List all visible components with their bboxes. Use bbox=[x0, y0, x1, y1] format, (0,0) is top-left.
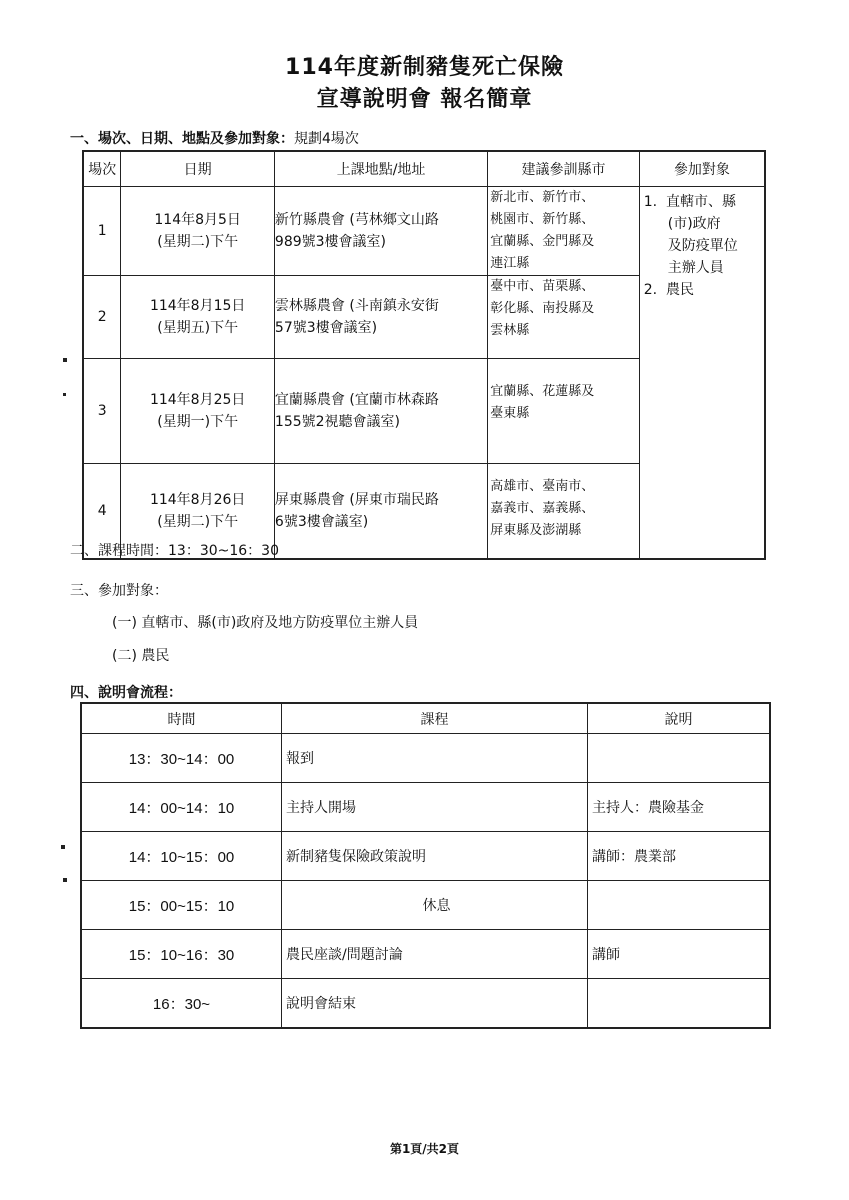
city-line: 新北市、新竹市、 bbox=[490, 190, 595, 205]
address-line: 57號3樓會議室) bbox=[274, 320, 378, 336]
weekday-line: (星期二)下午 bbox=[157, 514, 239, 530]
table-row bbox=[81, 881, 770, 930]
agenda-course: 新制豬隻保險政策說明 bbox=[282, 832, 588, 881]
target-number: 1. bbox=[643, 194, 658, 210]
agenda-course: 休息 bbox=[282, 881, 588, 930]
section4-title: 四、說明會流程： bbox=[70, 685, 182, 701]
agenda-note: 講師 bbox=[588, 930, 771, 979]
doc-title-line2: 宣導說明會 報名簡章 bbox=[316, 87, 533, 112]
agenda-header-row bbox=[81, 703, 770, 734]
table-row bbox=[81, 734, 770, 783]
date-line: 114年8月25日 bbox=[149, 392, 246, 408]
agenda-course: 主持人開場 bbox=[282, 783, 588, 832]
city-line: 桃園市、新竹縣、 bbox=[490, 212, 595, 227]
session-date bbox=[121, 276, 275, 359]
city-line: 屏東縣及澎湖縣 bbox=[490, 523, 582, 538]
col-header-cities: 建議參訓縣市 bbox=[488, 151, 640, 187]
city-line: 高雄市、臺南市、 bbox=[490, 479, 595, 494]
table-row bbox=[81, 930, 770, 979]
city-line: 彰化縣、南投縣及 bbox=[490, 301, 595, 316]
col-header-session: 場次 bbox=[83, 151, 121, 187]
address-line: 6號3樓會議室) bbox=[274, 514, 369, 530]
col-header-course: 課程 bbox=[282, 703, 588, 734]
session-cities bbox=[488, 359, 640, 464]
session-location bbox=[274, 464, 487, 560]
city-line: 宜蘭縣、金門縣及 bbox=[490, 234, 595, 249]
location-line: 雲林縣農會 (斗南鎮永安街 bbox=[274, 298, 439, 314]
table-row bbox=[81, 832, 770, 881]
session-number: 3 bbox=[83, 359, 121, 464]
doc-title-line1: 114年度新制豬隻死亡保險 bbox=[285, 55, 564, 80]
col-header-location: 上課地點/地址 bbox=[274, 151, 487, 187]
date-line: 114年8月5日 bbox=[154, 212, 241, 228]
agenda-note: 主持人：農險基金 bbox=[588, 783, 771, 832]
date-line: 114年8月15日 bbox=[149, 298, 246, 314]
target-text: (市)政府 bbox=[667, 216, 721, 232]
agenda-note bbox=[588, 979, 771, 1029]
col-header-target: 參加對象 bbox=[639, 151, 765, 187]
session-location bbox=[274, 276, 487, 359]
city-line: 嘉義市、嘉義縣、 bbox=[490, 501, 595, 516]
target-text: 農民 bbox=[666, 282, 694, 298]
session-location bbox=[274, 359, 487, 464]
table-row bbox=[81, 979, 770, 1029]
sessions-header-row bbox=[83, 151, 765, 187]
target-number: 2. bbox=[643, 282, 658, 298]
session-number: 2 bbox=[83, 276, 121, 359]
session-number: 4 bbox=[83, 464, 121, 560]
session-number: 1 bbox=[83, 187, 121, 276]
session-cities bbox=[488, 464, 640, 560]
agenda-time: 15：00~15：10 bbox=[81, 881, 282, 930]
scan-mark bbox=[61, 845, 65, 849]
date-line: 114年8月26日 bbox=[149, 492, 246, 508]
sessions-table bbox=[82, 150, 766, 560]
city-line: 宜蘭縣、花蓮縣及 bbox=[490, 384, 595, 399]
section2-course-time: 二、課程時間：13：30~16：30 bbox=[70, 543, 279, 559]
agenda-course: 報到 bbox=[282, 734, 588, 783]
scan-mark bbox=[63, 358, 67, 362]
session-cities bbox=[488, 187, 640, 276]
section1-heading bbox=[70, 128, 359, 148]
target-text: 主辦人員 bbox=[667, 260, 724, 276]
agenda-time: 16：30~ bbox=[81, 979, 282, 1029]
target-audience-cell bbox=[639, 187, 765, 560]
table-row bbox=[83, 187, 765, 276]
agenda-course: 說明會結束 bbox=[282, 979, 588, 1029]
address-line: 155號2視聽會議室) bbox=[274, 414, 401, 430]
scan-mark bbox=[63, 878, 67, 882]
col-header-date: 日期 bbox=[121, 151, 275, 187]
agenda-note bbox=[588, 734, 771, 783]
city-line: 臺東縣 bbox=[490, 406, 530, 421]
target-item-1 bbox=[644, 191, 760, 213]
target-text: 直轄市、縣 bbox=[666, 194, 736, 210]
location-line: 新竹縣農會 (芎林鄉文山路 bbox=[274, 212, 439, 228]
weekday-line: (星期五)下午 bbox=[157, 320, 239, 336]
session-cities bbox=[488, 276, 640, 359]
col-header-note: 說明 bbox=[588, 703, 771, 734]
agenda-note: 講師：農業部 bbox=[588, 832, 771, 881]
city-line: 連江縣 bbox=[490, 256, 530, 271]
section3-item-1: (一) 直轄市、縣(市)政府及地方防疫單位主辦人員 bbox=[112, 615, 419, 631]
page-footer: 第1頁/共2頁 bbox=[389, 1142, 460, 1156]
section1-note: 規劃4場次 bbox=[294, 131, 359, 147]
session-date bbox=[121, 359, 275, 464]
section1-title: 一、場次、日期、地點及參加對象： bbox=[70, 131, 294, 147]
address-line: 989號3樓會議室) bbox=[274, 234, 387, 250]
city-line: 臺中市、苗栗縣、 bbox=[490, 279, 595, 294]
agenda-time: 14：00~14：10 bbox=[81, 783, 282, 832]
session-location bbox=[274, 187, 487, 276]
agenda-table bbox=[80, 702, 771, 1029]
target-text: 及防疫單位 bbox=[667, 238, 738, 254]
section3-item-2: (二) 農民 bbox=[112, 648, 170, 664]
table-row bbox=[81, 783, 770, 832]
session-date bbox=[121, 187, 275, 276]
agenda-time: 14：10~15：00 bbox=[81, 832, 282, 881]
weekday-line: (星期二)下午 bbox=[157, 234, 239, 250]
agenda-time: 13：30~14：00 bbox=[81, 734, 282, 783]
col-header-time: 時間 bbox=[81, 703, 282, 734]
weekday-line: (星期一)下午 bbox=[157, 414, 239, 430]
target-item-2 bbox=[644, 279, 760, 301]
section3-heading: 三、參加對象： bbox=[70, 583, 168, 599]
agenda-time: 15：10~16：30 bbox=[81, 930, 282, 979]
city-line: 雲林縣 bbox=[490, 323, 530, 338]
agenda-note bbox=[588, 881, 771, 930]
section4-heading bbox=[70, 682, 182, 702]
scan-mark bbox=[63, 393, 66, 396]
agenda-course: 農民座談/問題討論 bbox=[282, 930, 588, 979]
location-line: 屏東縣農會 (屏東市瑞民路 bbox=[274, 492, 439, 508]
location-line: 宜蘭縣農會 (宜蘭市林森路 bbox=[274, 392, 439, 408]
